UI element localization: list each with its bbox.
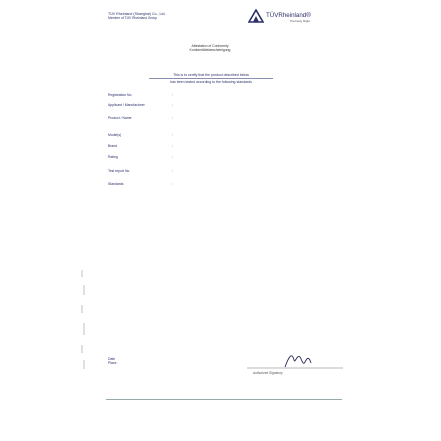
field-registration [108,93,338,97]
intro-statement [141,73,281,84]
company-name: TÜV Rheinland (Shanghai) Co., Ltd. [108,12,166,16]
field-label: Brand [108,144,118,149]
field-colon: : [172,103,173,108]
intro-line-2: has been tested according to the following standards [170,80,252,84]
field-rating [108,155,338,159]
date-label: Date [108,357,116,361]
certificate-fields [108,93,338,186]
place-label: Place [108,361,117,366]
signature-block [245,348,345,378]
field-label: Rating [108,155,118,160]
field-colon: : [172,155,173,160]
issuer-block [108,12,238,20]
signature-details [108,357,198,365]
field-brand [108,144,338,148]
field-product [108,116,338,120]
triangle-logo-icon [248,9,264,23]
intro-divider [149,78,273,79]
field-label: Product / Name [108,116,132,121]
field-colon: : [172,181,173,186]
field-label: Standards [108,181,124,186]
field-colon: : [172,116,173,121]
footer [106,399,342,416]
field-label: Test report No. [108,168,131,173]
field-label: Registration No. [108,93,133,97]
field-colon: : [172,93,173,97]
field-colon: : [172,133,173,138]
field-colon: : [172,144,173,149]
brand-header [248,9,358,31]
title-german: Konformitätsbescheinigung [189,48,231,52]
binding-marks [80,265,90,375]
brand-tagline: Precisely Right. [290,19,311,23]
company-subtitle: Member of TÜV Rheinland Group [108,16,158,21]
intro-line-1: This is to certify that the product described below [173,73,249,77]
field-model [108,133,338,137]
field-label: Applicant / Manufacturer [108,103,145,108]
title-english: Attestation of Conformity [191,44,229,48]
brand-name: TÜVRheinland® [266,12,311,19]
certificate-title [150,44,270,52]
field-applicant [108,103,338,107]
field-colon: : [172,168,173,173]
field-test-report [108,169,338,173]
field-standards [108,182,338,186]
signatory-caption: Authorized Signatory [253,371,283,375]
field-label: Model(s) [108,133,122,138]
